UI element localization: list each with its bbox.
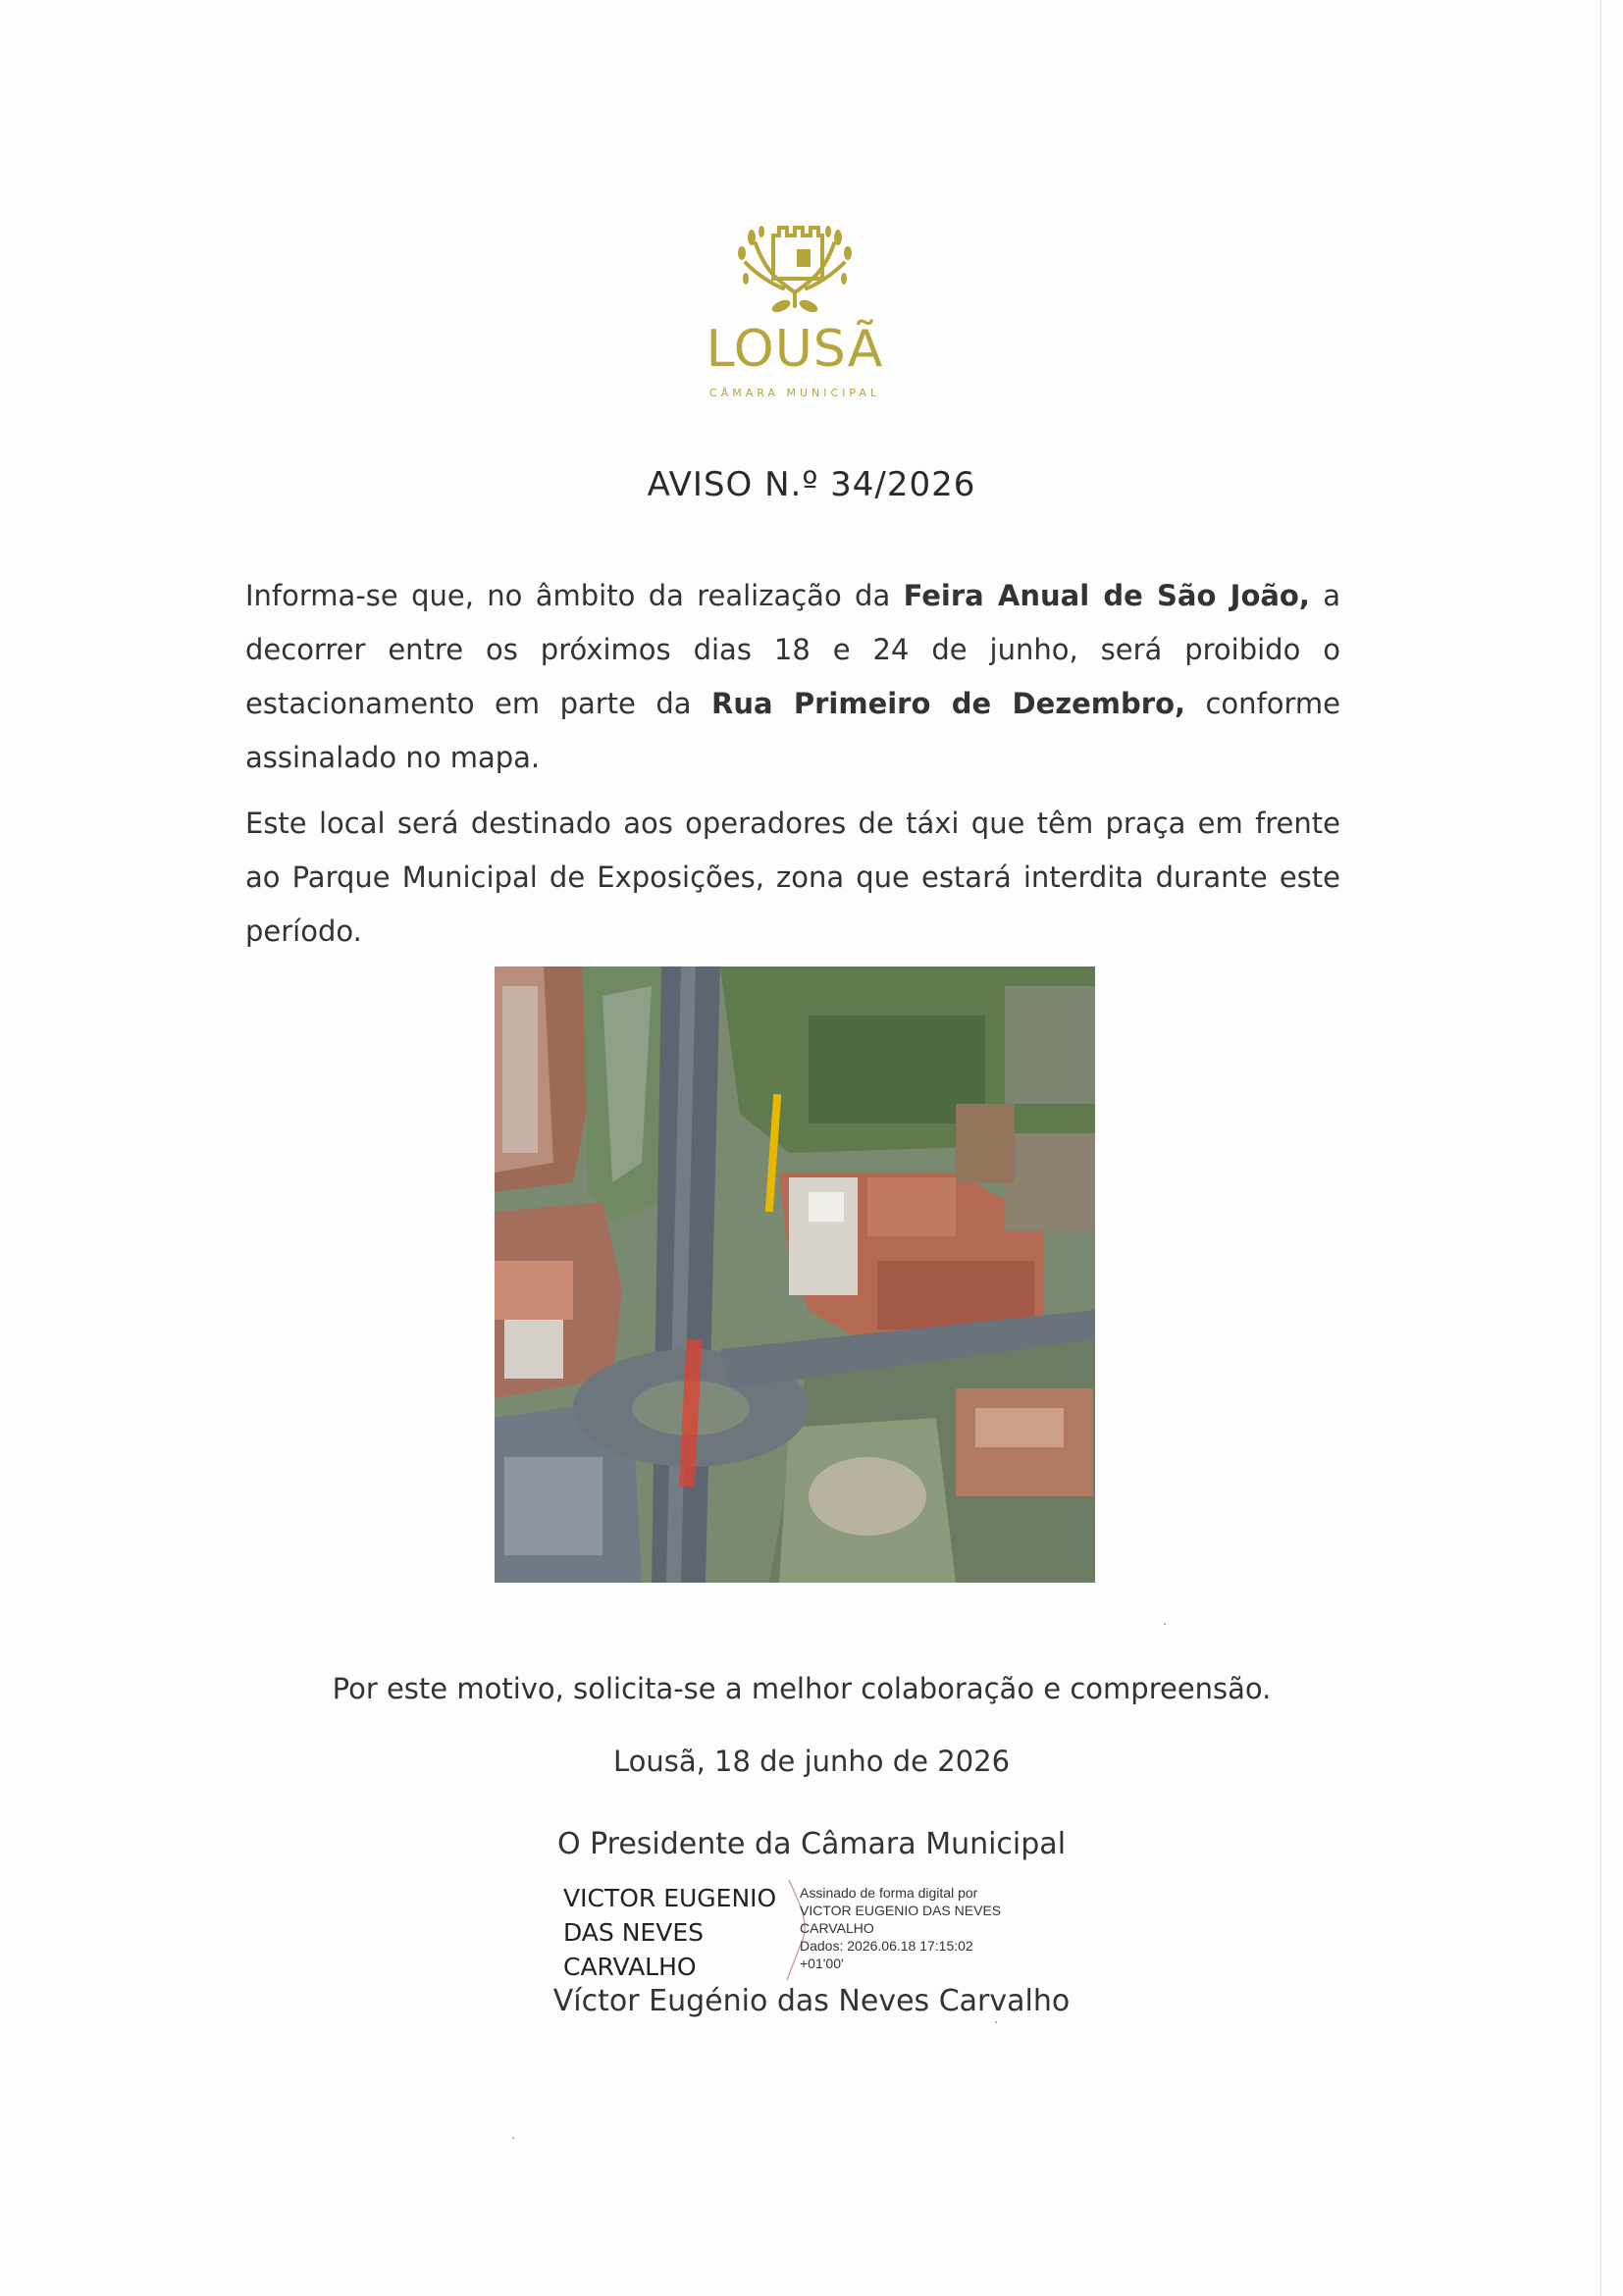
digital-signature-line: VICTOR EUGENIO DAS NEVES xyxy=(800,1903,1002,1918)
aerial-map-image xyxy=(495,966,1095,1583)
paragraph-taxi: Este local será destinado aos operadores de táxi que têm praça em frente ao Parque Municipal de Exposições, zona que estará interdita durante este período. xyxy=(245,807,1340,948)
signature-name-line: DAS NEVES xyxy=(563,1918,704,1947)
digital-signature-line: CARVALHO xyxy=(800,1920,874,1936)
signatory-full-name: Víctor Eugénio das Neves Carvalho xyxy=(552,1984,1071,2018)
digital-signature-line: Assinado de forma digital por xyxy=(800,1885,978,1901)
municipal-logo xyxy=(687,224,903,410)
street-name: Rua Primeiro de Dezembro, xyxy=(710,687,1186,720)
logo-subtitle: CÂMARA MUNICIPAL xyxy=(709,387,880,399)
event-name: Feira Anual de São João, xyxy=(903,579,1310,612)
paragraph-text: Informa-se que, no âmbito da realização da xyxy=(245,579,904,612)
logo-wordmark: LOUSÃ xyxy=(706,320,884,379)
page-edge xyxy=(1600,0,1601,2296)
signatory-role: O Presidente da Câmara Municipal xyxy=(556,1827,1067,1861)
signature-name-line: CARVALHO xyxy=(563,1953,697,1981)
scan-speck xyxy=(512,2137,514,2139)
scan-speck xyxy=(995,2021,997,2023)
scan-speck xyxy=(1164,1623,1166,1625)
closing-text: Por este motivo, solicita-se a melhor colaboração e compreensão. xyxy=(332,1672,1272,1705)
paragraph-text: a decorrer entre os próximos dias 18 e 24 de junho, será proibido o estacionamento em parte da xyxy=(245,579,1340,720)
place-date: Lousã, 18 de junho de 2026 xyxy=(612,1745,1011,1778)
tower-tree-emblem-icon xyxy=(687,224,903,322)
digital-signature-info xyxy=(800,1884,1001,1972)
signature-name-block xyxy=(563,1881,776,1984)
notice-title: AVISO N.º 34/2026 xyxy=(647,465,976,504)
digital-signature-line: Dados: 2026.06.18 17:15:02 xyxy=(800,1938,973,1954)
paragraph-text: conforme assinalado no mapa. xyxy=(245,687,1340,774)
digital-signature-line: +01'00' xyxy=(800,1956,844,1971)
paragraph-intro xyxy=(245,569,1340,785)
signature-name-line: VICTOR EUGENIO xyxy=(563,1884,777,1912)
